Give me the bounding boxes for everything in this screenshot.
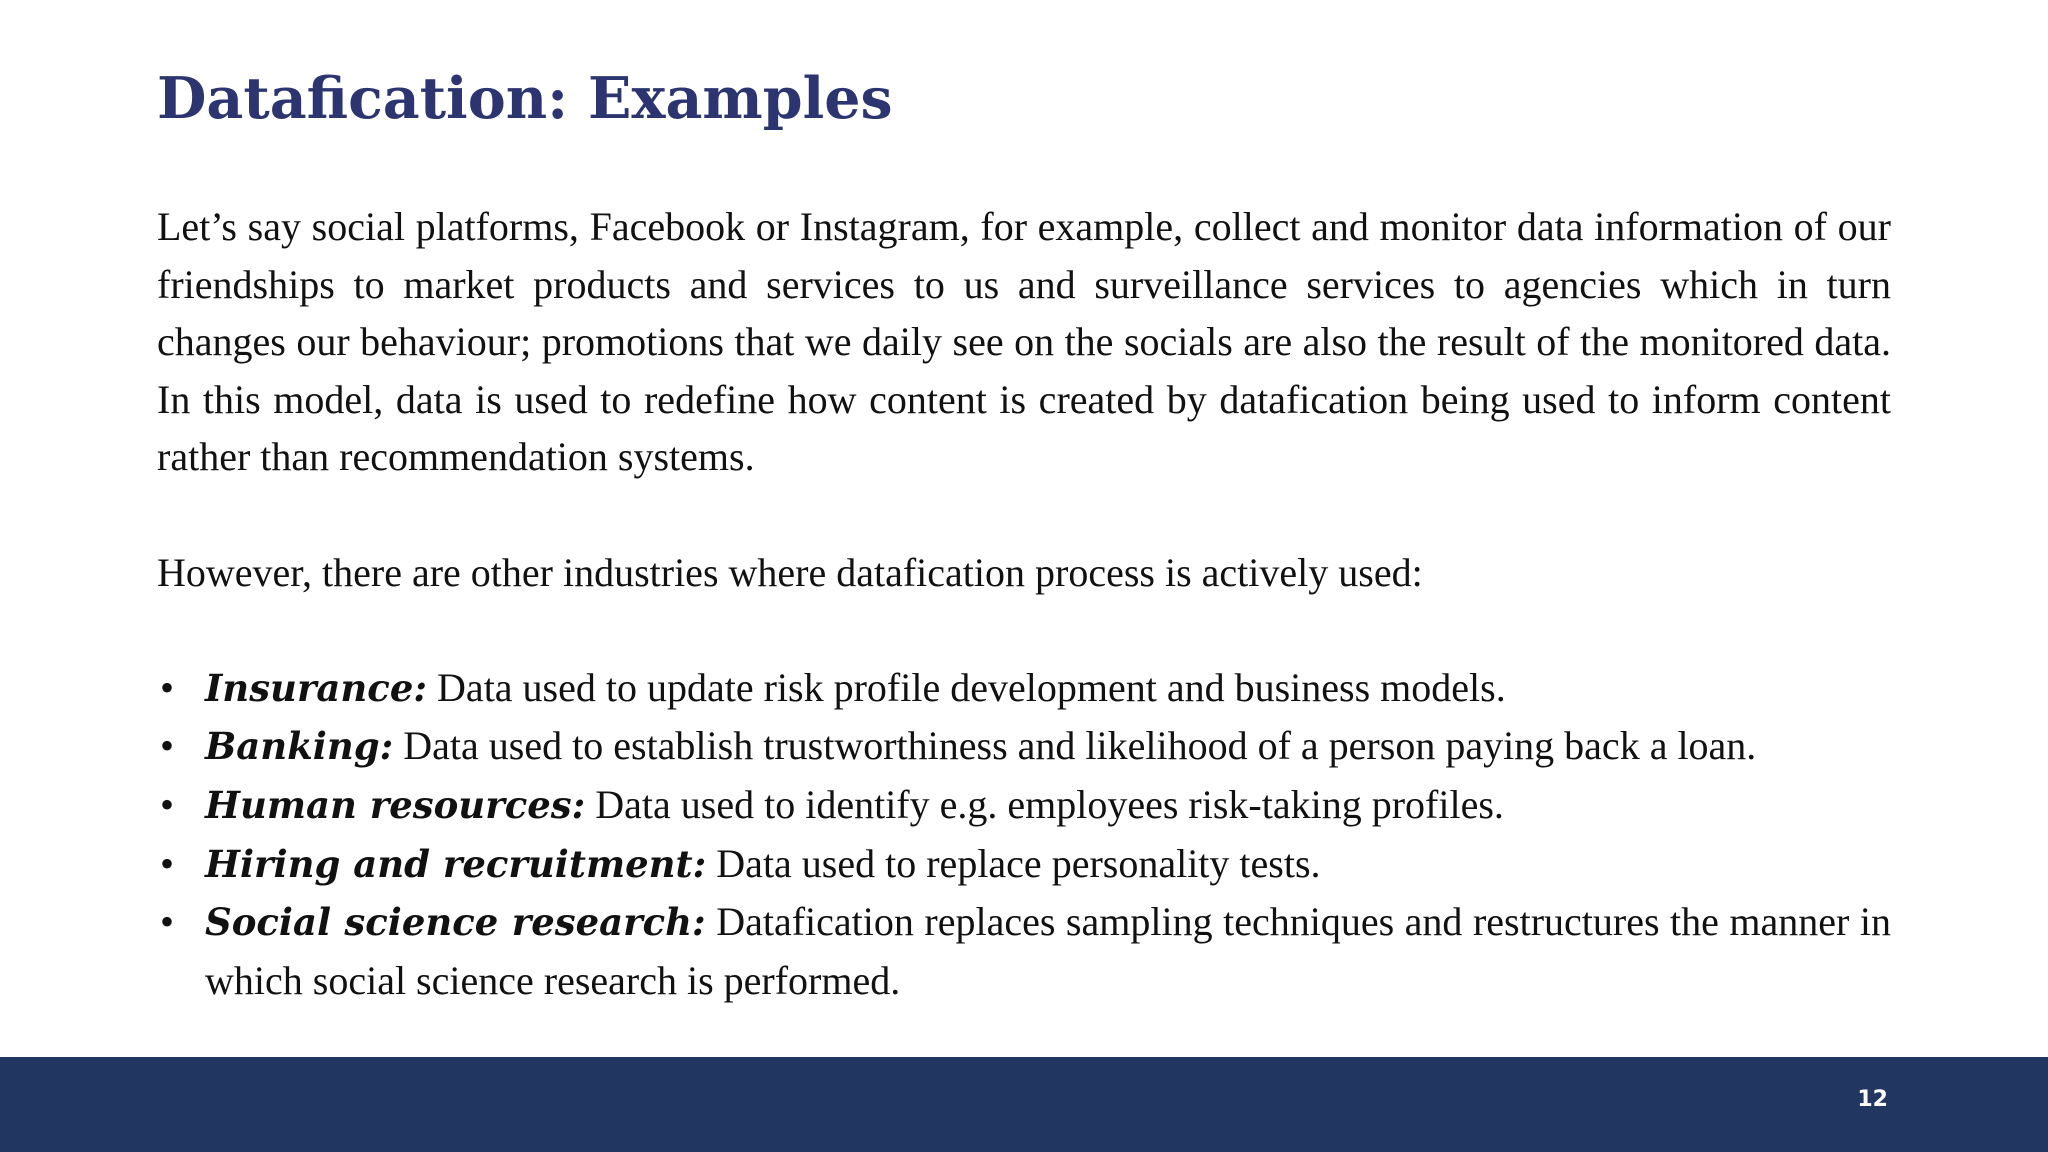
bullet-text: Data used to replace personality tests.	[706, 840, 1321, 886]
bullet-text: Data used to establish trustworthiness and likelihood of a person paying back a loan.	[393, 723, 1757, 769]
bullet-term: Banking:	[205, 724, 394, 769]
list-item	[157, 659, 1891, 718]
industry-list	[157, 659, 1891, 1010]
intro-paragraph: Let’s say social platforms, Facebook or Instagram, for example, collect and monitor data information of our friendships to market products and services to us and surveillance services to agencies which in turn changes our behaviour; promotions that we daily see on the socials are also the result of the monitored data. In this model, data is used to redefine how content is created by datafication being used to inform content rather than recommendation systems.	[157, 204, 1891, 480]
bullet-icon: •	[159, 664, 174, 710]
slide-title: Datafication: Examples	[157, 65, 893, 132]
bullet-term: Insurance:	[205, 665, 428, 710]
bullet-icon: •	[159, 723, 174, 769]
list-item	[157, 717, 1891, 776]
list-item	[157, 893, 1891, 1009]
bullet-icon: •	[159, 840, 174, 886]
bullet-icon: •	[159, 781, 174, 827]
bullet-text: Data used to update risk profile development and business models.	[427, 664, 1506, 710]
bullet-text: Datafication replaces sampling techniques and restructures the manner in which social science research is performed.	[205, 899, 1891, 1003]
footer-bar	[0, 1057, 2048, 1152]
list-item	[157, 776, 1891, 835]
slide-content	[157, 198, 1891, 1009]
bullet-text: Data used to identify e.g. employees risk-taking profiles.	[585, 781, 1504, 827]
page-number: 12	[1857, 1087, 1888, 1112]
bullet-icon: •	[159, 899, 174, 945]
bullet-term: Hiring and recruitment:	[205, 841, 707, 886]
industries-intro-paragraph: However, there are other industries where datafication process is actively used:	[157, 549, 1423, 595]
bullet-term: Human resources:	[205, 782, 586, 827]
list-item	[157, 835, 1891, 894]
bullet-term: Social science research:	[205, 900, 706, 945]
